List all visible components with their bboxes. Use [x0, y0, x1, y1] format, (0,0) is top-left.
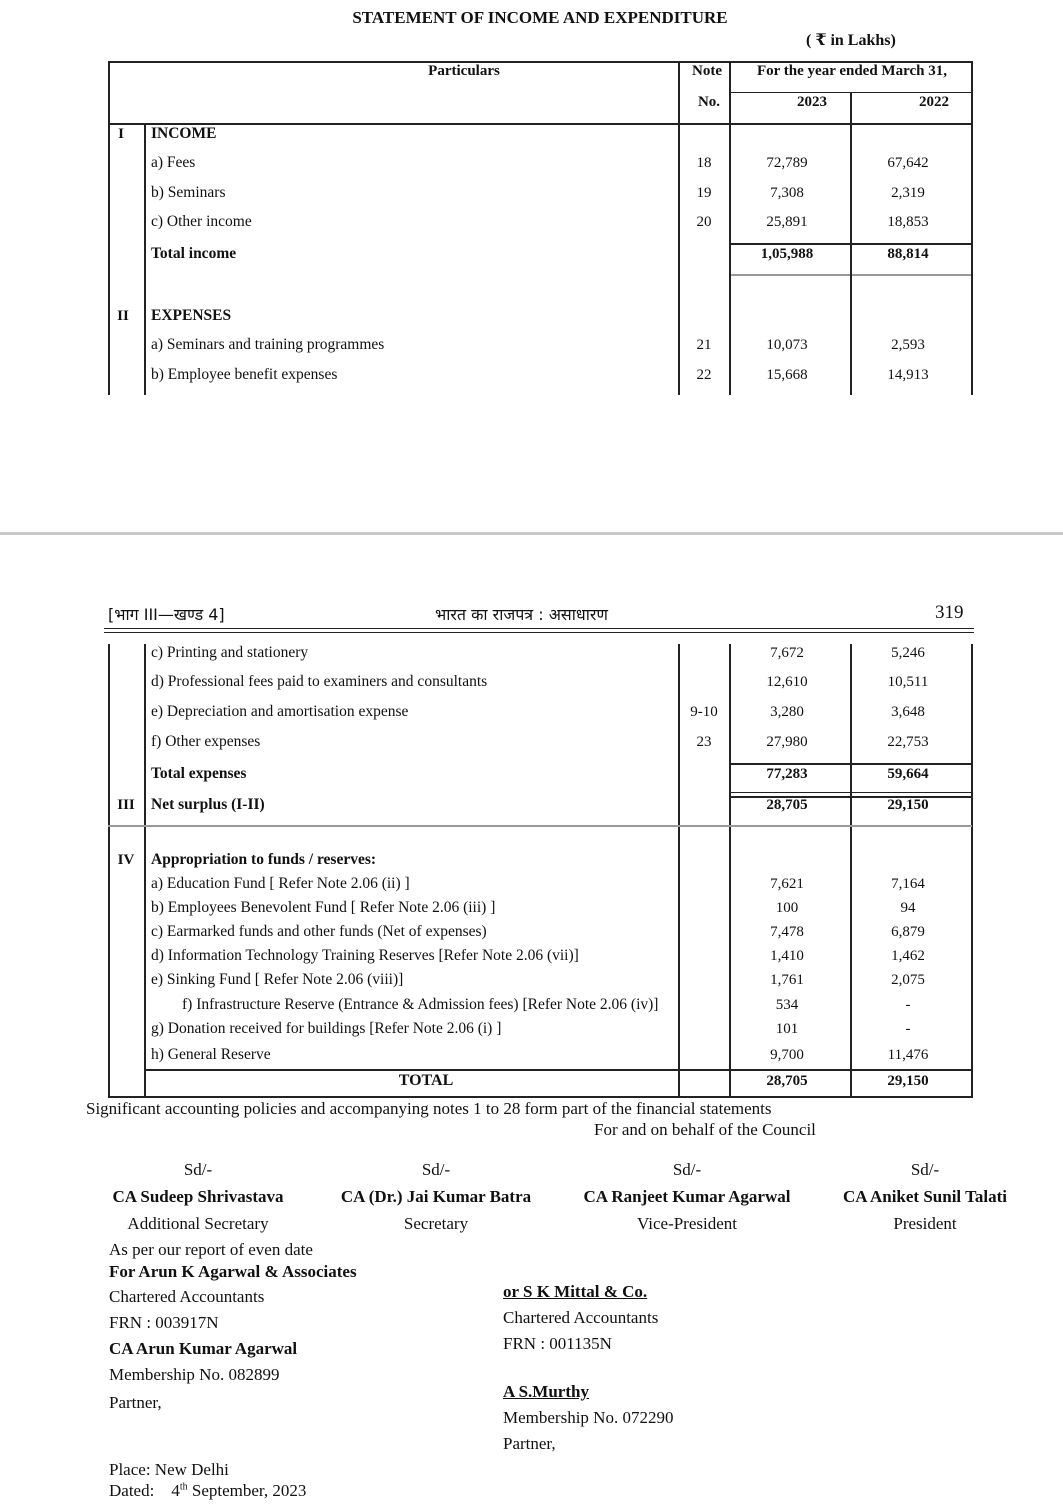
row-label: c) Other income — [151, 213, 252, 230]
page-number: 319 — [935, 602, 964, 623]
row-previous: - — [905, 997, 911, 1013]
income-roman: I — [118, 126, 124, 142]
total-expenses-label: Total expenses — [151, 765, 247, 782]
row-current: 7,672 — [770, 645, 804, 661]
row-current: 7,621 — [770, 876, 804, 892]
row-current: 534 — [775, 997, 799, 1013]
total-income-previous: 88,814 — [887, 246, 929, 262]
row-label: a) Education Fund [ Refer Note 2.06 (ii) ] — [151, 875, 410, 892]
row-label: g) Donation received for buildings [Refer Note 2.06 (i) ] — [151, 1020, 502, 1037]
income-heading: INCOME — [151, 125, 217, 142]
sd-mark: Sd/- — [183, 1160, 213, 1179]
row-previous: 1,462 — [891, 948, 925, 964]
row-current: 27,980 — [766, 734, 808, 750]
expenses-roman: II — [117, 308, 129, 324]
row-label: a) Fees — [151, 154, 196, 171]
report-line: As per our report of even date — [109, 1240, 313, 1259]
behalf-of-council: For and on behalf of the Council — [594, 1120, 816, 1139]
total-income-current: 1,05,988 — [760, 246, 814, 262]
sd-mark: Sd/- — [672, 1160, 702, 1179]
total-income-label: Total income — [151, 245, 237, 262]
dated — [109, 1481, 306, 1501]
total-expenses-current: 77,283 — [766, 766, 808, 782]
header-note: Note — [692, 63, 722, 79]
auditor-role: Partner, — [109, 1393, 162, 1412]
row-previous: 2,593 — [891, 337, 925, 353]
auditor-type: Chartered Accountants — [109, 1287, 265, 1306]
row-label: h) General Reserve — [151, 1046, 271, 1063]
statement-title: STATEMENT OF INCOME AND EXPENDITURE — [352, 8, 728, 27]
row-previous: 2,319 — [891, 185, 925, 201]
signatory-name: CA Aniket Sunil Talati — [843, 1187, 1007, 1206]
header-period: For the year ended March 31, — [757, 63, 947, 79]
row-previous: 6,879 — [891, 924, 925, 940]
surplus-label: Net surplus (I-II) — [151, 796, 265, 813]
row-note: 9-10 — [690, 704, 718, 720]
row-label: c) Earmarked funds and other funds (Net of expenses) — [151, 923, 487, 940]
surplus-roman: III — [117, 797, 135, 813]
dated-suffix: September, 2023 — [187, 1481, 307, 1500]
row-note: 22 — [696, 367, 712, 383]
row-previous: 7,164 — [891, 876, 925, 892]
row-current: 7,478 — [770, 924, 804, 940]
dated-ordinal: th — [179, 1481, 188, 1493]
appropriation-total-current: 28,705 — [766, 1073, 808, 1089]
signatory-role: Vice-President — [637, 1214, 737, 1233]
header-year-2022: 2022 — [919, 94, 949, 110]
signatory-role: Secretary — [403, 1214, 469, 1233]
row-label: c) Printing and stationery — [151, 644, 309, 661]
auditor-type: Chartered Accountants — [503, 1308, 659, 1327]
row-previous: 10,511 — [887, 674, 929, 690]
auditor-firm: or S K Mittal & Co. — [503, 1282, 648, 1301]
page-separator — [0, 532, 1063, 535]
row-previous: - — [905, 1021, 911, 1037]
auditor-frn: FRN : 003917N — [109, 1313, 219, 1332]
row-previous: 18,853 — [887, 214, 929, 230]
gazette-title: भारत का राजपत्र : असाधारण — [435, 605, 608, 624]
row-label: b) Seminars — [151, 184, 226, 201]
row-current: 100 — [775, 900, 799, 916]
row-current: 12,610 — [766, 674, 808, 690]
row-current: 15,668 — [766, 367, 808, 383]
row-current: 7,308 — [770, 185, 804, 201]
header-year-2023: 2023 — [797, 94, 827, 110]
row-label: f) Other expenses — [151, 733, 261, 750]
row-previous: 67,642 — [887, 155, 929, 171]
row-previous: 94 — [900, 900, 916, 916]
gazette-part: [भाग III—खण्ड 4] — [108, 605, 225, 624]
row-note: 20 — [696, 214, 712, 230]
signatory-name: CA Sudeep Shrivastava — [112, 1187, 284, 1206]
auditor-membership: Membership No. 072290 — [503, 1408, 674, 1427]
row-label: e) Sinking Fund [ Refer Note 2.06 (viii)] — [151, 971, 404, 988]
row-label: d) Information Technology Training Reserves [Refer Note 2.06 (vii)] — [151, 947, 579, 964]
auditor-frn: FRN : 001135N — [503, 1334, 612, 1353]
row-note: 21 — [696, 337, 712, 353]
header-note-no: No. — [697, 94, 721, 110]
total-expenses-previous: 59,664 — [887, 766, 929, 782]
row-current: 72,789 — [766, 155, 808, 171]
auditor-membership: Membership No. 082899 — [109, 1365, 280, 1384]
row-note: 18 — [696, 155, 712, 171]
row-note: 19 — [696, 185, 712, 201]
sd-mark: Sd/- — [910, 1160, 940, 1179]
row-current: 3,280 — [770, 704, 804, 720]
appropriation-heading: Appropriation to funds / reserves: — [151, 851, 377, 868]
signatory-role: Additional Secretary — [127, 1214, 269, 1233]
sd-mark: Sd/- — [421, 1160, 451, 1179]
dated-prefix: Dated: 4 — [109, 1481, 180, 1500]
row-label: f) Infrastructure Reserve (Entrance & Admission fees) [Refer Note 2.06 (iv)] — [182, 996, 659, 1013]
row-current: 101 — [775, 1021, 799, 1037]
place: Place: New Delhi — [109, 1460, 229, 1479]
row-previous: 3,648 — [891, 704, 925, 720]
row-previous: 14,913 — [887, 367, 929, 383]
appropriation-total-previous: 29,150 — [887, 1073, 929, 1089]
appropriation-total-label: TOTAL — [398, 1072, 454, 1089]
auditor-partner: CA Arun Kumar Agarwal — [109, 1339, 298, 1358]
auditor-role: Partner, — [503, 1434, 556, 1453]
appropriation-roman: IV — [117, 852, 135, 868]
row-previous: 11,476 — [887, 1047, 929, 1063]
row-label: e) Depreciation and amortisation expense — [151, 703, 409, 720]
unit-label: ( ₹ in Lakhs) — [806, 32, 896, 49]
row-current: 9,700 — [770, 1047, 804, 1063]
signatory-name: CA (Dr.) Jai Kumar Batra — [340, 1187, 532, 1206]
row-note: 23 — [696, 734, 712, 750]
header-particulars: Particulars — [428, 63, 500, 79]
row-previous: 2,075 — [891, 972, 925, 988]
row-current: 1,761 — [770, 972, 804, 988]
surplus-current: 28,705 — [766, 797, 808, 813]
signatory-role: President — [893, 1214, 957, 1233]
row-current: 1,410 — [770, 948, 804, 964]
row-previous: 22,753 — [887, 734, 929, 750]
row-label: d) Professional fees paid to examiners and consultants — [151, 673, 488, 690]
footnote: Significant accounting policies and accompanying notes 1 to 28 form part of the financial statements — [86, 1099, 772, 1118]
auditor-partner: A S.Murthy — [503, 1382, 589, 1401]
row-current: 25,891 — [766, 214, 808, 230]
expenses-heading: EXPENSES — [151, 307, 232, 324]
row-previous: 5,246 — [891, 645, 925, 661]
row-label: b) Employee benefit expenses — [151, 366, 338, 383]
surplus-previous: 29,150 — [887, 797, 929, 813]
row-current: 10,073 — [766, 337, 808, 353]
row-label: a) Seminars and training programmes — [151, 336, 385, 353]
row-label: b) Employees Benevolent Fund [ Refer Note 2.06 (iii) ] — [151, 899, 496, 916]
auditor-firm: For Arun K Agarwal & Associates — [109, 1262, 357, 1281]
signatory-name: CA Ranjeet Kumar Agarwal — [583, 1187, 791, 1206]
